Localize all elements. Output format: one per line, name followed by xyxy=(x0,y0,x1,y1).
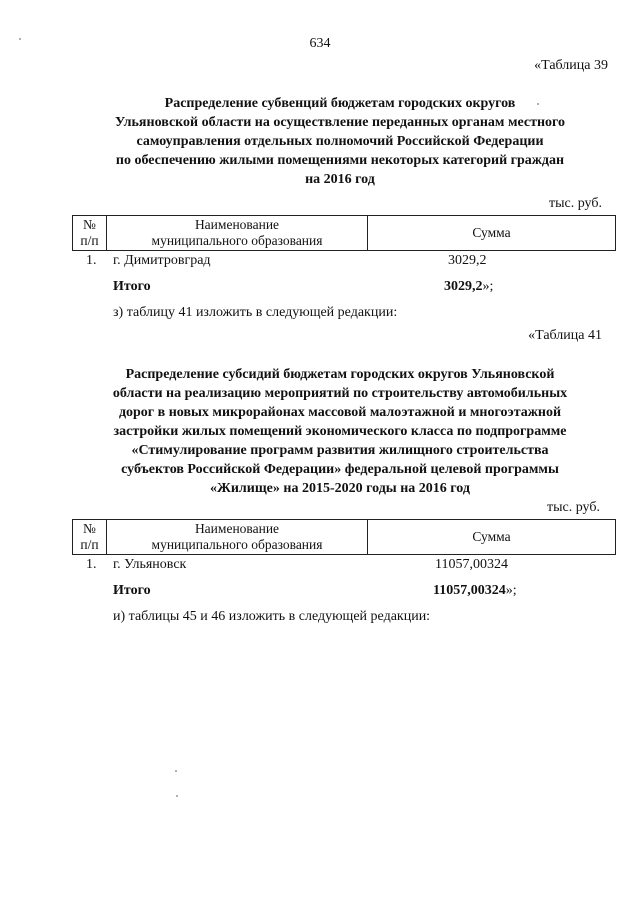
paragraph-i: и) таблицы 45 и 46 изложить в следующей редакции: xyxy=(113,609,431,624)
row-number: 1. xyxy=(86,557,97,572)
row-municipality: г. Ульяновск xyxy=(113,557,187,572)
title-line: Распределение субсидий бюджетам городских округов Ульяновской xyxy=(125,367,555,382)
title-line: самоуправления отдельных полномочий Российской Федерации xyxy=(136,134,544,149)
row-municipality: г. Димитровград xyxy=(113,253,211,268)
title-line: по обеспечению жилыми помещениями некоторых категорий граждан xyxy=(115,153,565,168)
header-sum-cell: Сумма xyxy=(368,216,616,251)
table-39-tag: «Таблица 39 xyxy=(534,58,608,73)
header-number-cell: № п/п xyxy=(73,216,107,251)
table-39-title xyxy=(90,94,590,189)
title-line: на 2016 год xyxy=(305,172,375,187)
table-39-header xyxy=(72,215,616,251)
table-41-title xyxy=(90,365,590,498)
total-label: Итого xyxy=(113,279,151,294)
table-41-unit: тыс. руб. xyxy=(547,500,600,515)
title-line: «Жилище» на 2015-2020 годы на 2016 год xyxy=(210,481,470,496)
scan-speck xyxy=(175,770,177,772)
title-line: дорог в новых микрорайонах массовой малоэтажной и многоэтажной xyxy=(118,405,562,420)
header-name-cell: Наименование муниципального образования xyxy=(107,520,368,555)
row-sum: 3029,2 xyxy=(448,253,487,268)
total-label: Итого xyxy=(113,583,151,598)
total-sum: 11057,00324»; xyxy=(433,583,517,598)
title-line: Распределение субвенций бюджетам городских округов xyxy=(164,96,516,111)
header-sum-cell: Сумма xyxy=(368,520,616,555)
page-number: 634 xyxy=(309,36,331,51)
title-line: Ульяновской области на осуществление переданных органам местного xyxy=(114,115,566,130)
title-line: области на реализацию мероприятий по строительству автомобильных xyxy=(112,386,568,401)
table-41-tag: «Таблица 41 xyxy=(528,328,602,343)
scan-speck xyxy=(537,103,539,105)
paragraph-z: з) таблицу 41 изложить в следующей редакции: xyxy=(113,305,398,320)
title-line: «Стимулирование программ развития жилищного строительства xyxy=(131,443,549,458)
table-39-unit: тыс. руб. xyxy=(549,196,602,211)
row-sum: 11057,00324 xyxy=(435,557,508,572)
scan-speck xyxy=(176,795,178,797)
title-line: застройки жилых помещений экономического класса по подпрограмме xyxy=(113,424,567,439)
row-number: 1. xyxy=(86,253,97,268)
scan-speck xyxy=(19,38,21,40)
table-41-header xyxy=(72,519,616,555)
header-name-cell: Наименование муниципального образования xyxy=(107,216,368,251)
title-line: субъектов Российской Федерации» федеральной целевой программы xyxy=(121,462,559,477)
total-sum: 3029,2»; xyxy=(444,279,494,294)
header-number-cell: № п/п xyxy=(73,520,107,555)
